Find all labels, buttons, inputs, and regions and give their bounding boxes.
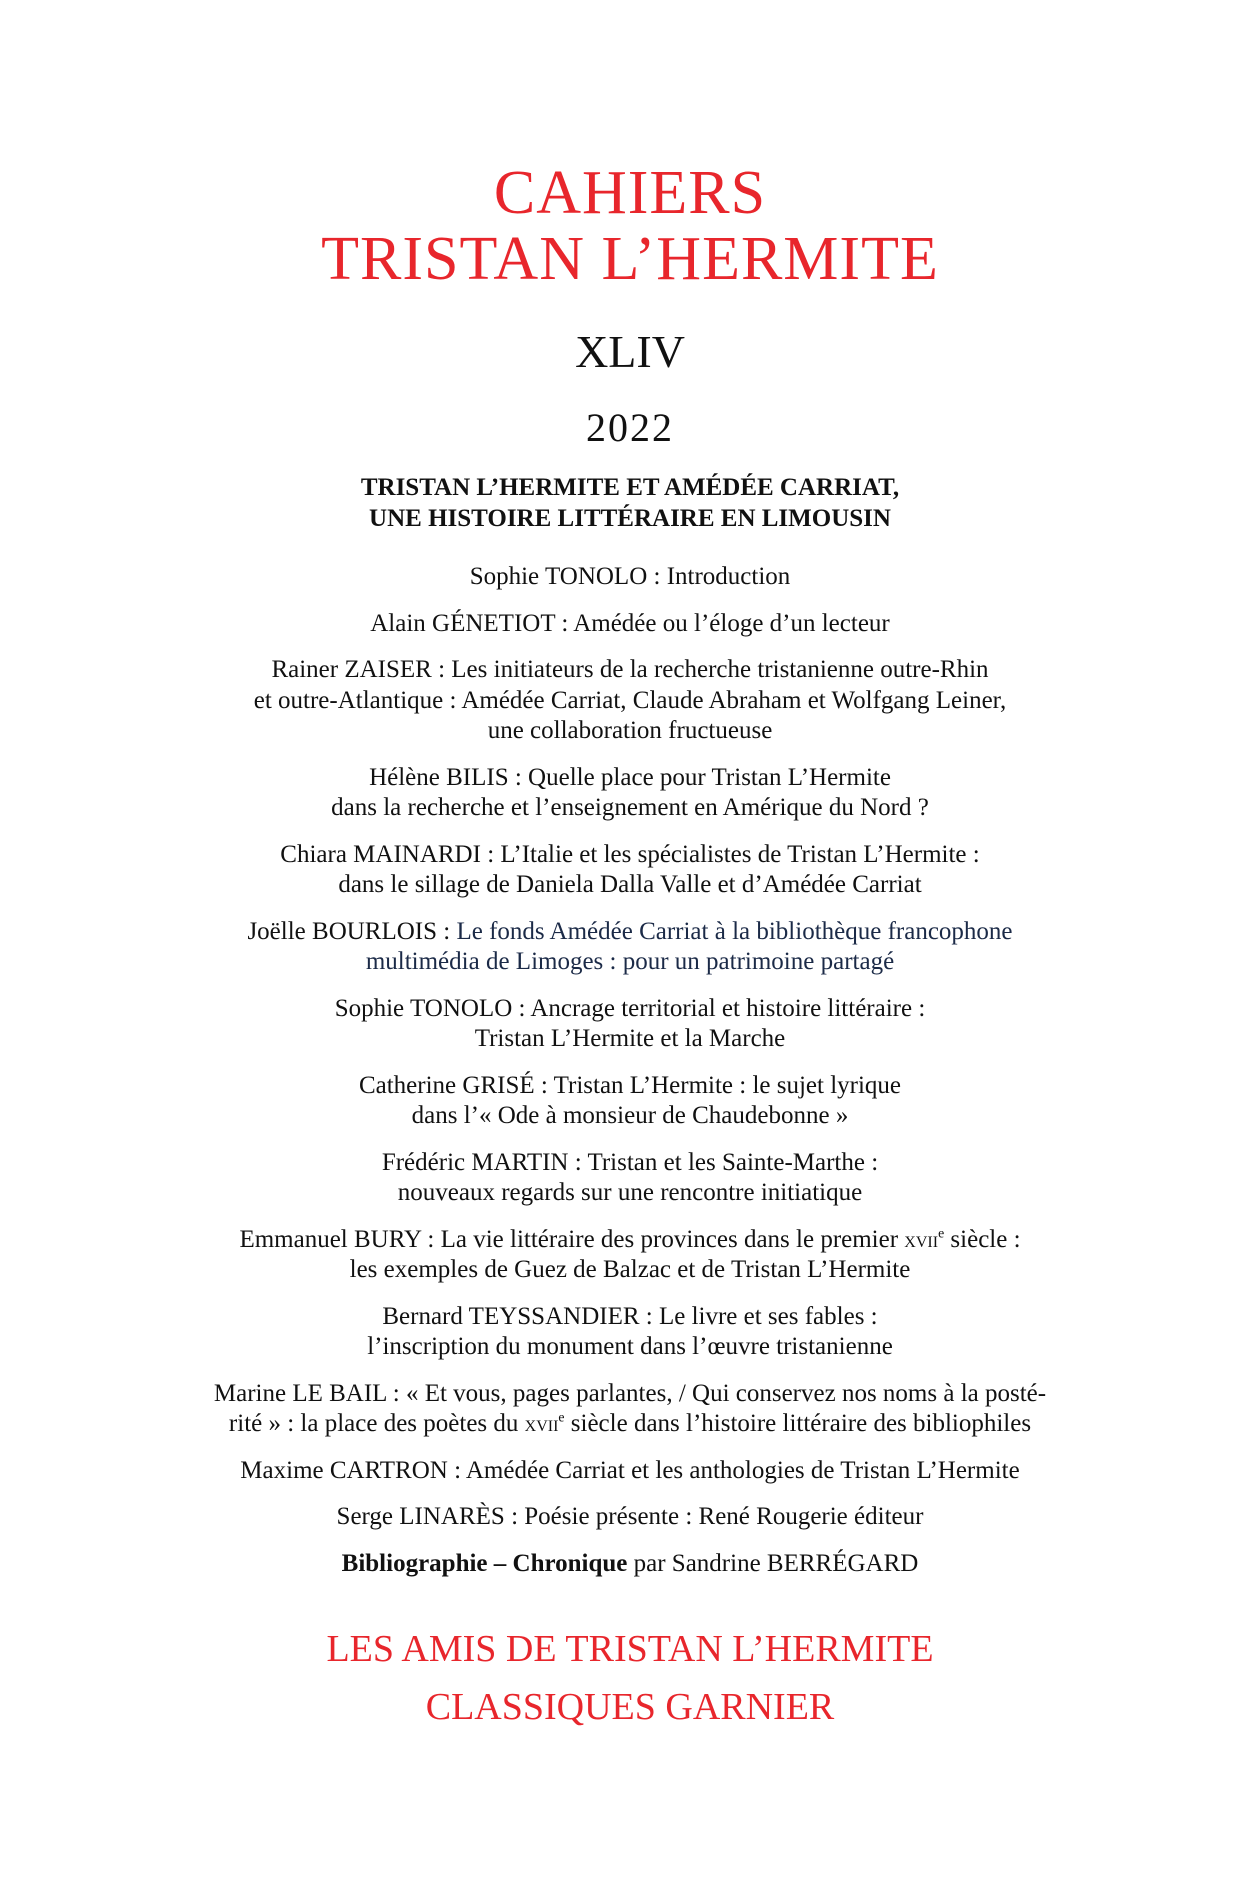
toc-entry (0, 655, 1260, 747)
toc-line (0, 947, 1260, 978)
volume-number: XLIV (575, 326, 685, 377)
toc-entry (0, 994, 1260, 1055)
toc-line: une collaboration fructueuse (487, 717, 773, 744)
toc-line: Frédéric MARTIN : Tristan et les Sainte-Marthe : (381, 1148, 879, 1176)
publisher-name: CLASSIQUES GARNIER (425, 1686, 835, 1728)
toc-line (0, 1409, 1260, 1440)
toc-text: par Sandrine BERRÉGARD (627, 1549, 919, 1577)
toc-entry (0, 1379, 1260, 1440)
toc-entry (0, 1456, 1260, 1487)
journal-title (0, 160, 1260, 292)
table-of-contents (0, 562, 1260, 1595)
toc-entry (0, 917, 1260, 978)
century-superscript: e (558, 1409, 565, 1425)
toc-entry (0, 1148, 1260, 1209)
toc-line: Marine LE BAIL : « Et vous, pages parlantes, / Qui conservez nos noms à la posté- (213, 1379, 1047, 1407)
toc-line: Maxime CARTRON : Amédée Carriat et les anthologies de Tristan L’Hermite (240, 1456, 1020, 1484)
toc-entry (0, 1549, 1260, 1580)
toc-text: siècle dans l’histoire littéraire des bibliophiles (564, 1410, 1032, 1437)
toc-line: Hélène BILIS : Quelle place pour Tristan L’Hermite (369, 763, 891, 791)
toc-line: Tristan L’Hermite et la Marche (474, 1025, 786, 1052)
century-numeral: xvii (524, 1411, 559, 1436)
toc-entry (0, 1502, 1260, 1533)
publication-year: 2022 (586, 405, 674, 450)
toc-line (0, 917, 1260, 948)
toc-line: dans le sillage de Daniela Dalla Valle et d’Amédée Carriat (338, 871, 922, 898)
toc-entry (0, 562, 1260, 593)
bibliography-heading: Bibliographie – Chronique (341, 1549, 628, 1577)
toc-entry (0, 1225, 1260, 1286)
society-name: LES AMIS DE TRISTAN L’HERMITE (326, 1628, 934, 1670)
toc-line: Chiara MAINARDI : L’Italie et les spécialistes de Tristan L’Hermite : (280, 840, 980, 868)
toc-author: Joëlle BOURLOIS : (247, 917, 457, 945)
toc-line: dans la recherche et l’enseignement en Amérique du Nord ? (331, 794, 929, 821)
title-line-1: CAHIERS (493, 159, 767, 227)
toc-line: nouveaux regards sur une rencontre initiatique (397, 1179, 863, 1206)
toc-line: Sophie TONOLO : Introduction (469, 563, 791, 590)
toc-text: rité » : la place des poètes du (228, 1410, 525, 1437)
toc-line: Alain GÉNETIOT : Amédée ou l’éloge d’un lecteur (370, 609, 890, 637)
title-line-2: TRISTAN L’HERMITE (321, 225, 939, 293)
toc-line: Rainer ZAISER : Les initiateurs de la recherche tristanienne outre-Rhin (271, 656, 989, 683)
theme-line-1: TRISTAN L’HERMITE ET AMÉDÉE CARRIAT, (360, 474, 900, 501)
issue-theme (0, 472, 1260, 534)
century-superscript: e (938, 1225, 945, 1241)
toc-line: Serge LINARÈS : Poésie présente : René Rougerie éditeur (336, 1503, 924, 1530)
toc-entry (0, 609, 1260, 640)
toc-line: les exemples de Guez de Balzac et de Tristan L’Hermite (349, 1256, 911, 1283)
toc-line: l’inscription du monument dans l’œuvre tristanienne (367, 1333, 893, 1360)
toc-line: Bernard TEYSSANDIER : Le livre et ses fables : (382, 1302, 878, 1330)
toc-entry (0, 1071, 1260, 1132)
toc-title: Le fonds Amédée Carriat à la bibliothèque francophone (456, 917, 1013, 945)
century-numeral: xvii (904, 1226, 939, 1252)
publisher-block (0, 1620, 1260, 1736)
toc-line: et outre-Atlantique : Amédée Carriat, Claude Abraham et Wolfgang Leiner, (253, 686, 1007, 714)
toc-line: Catherine GRISÉ : Tristan L’Hermite : le sujet lyrique (358, 1071, 902, 1099)
toc-text: siècle : (944, 1225, 1021, 1253)
toc-text: Emmanuel BURY : La vie littéraire des provinces dans le premier (239, 1225, 905, 1253)
theme-line-2: UNE HISTOIRE LITTÉRAIRE EN LIMOUSIN (369, 505, 891, 532)
toc-entry (0, 840, 1260, 901)
toc-line (0, 1225, 1260, 1256)
toc-entry (0, 763, 1260, 824)
toc-line: Sophie TONOLO : Ancrage territorial et histoire littéraire : (334, 994, 926, 1022)
toc-entry (0, 1302, 1260, 1363)
toc-line: dans l’« Ode à monsieur de Chaudebonne » (411, 1102, 849, 1129)
toc-line (0, 1549, 1260, 1580)
toc-title: multimédia de Limoges : pour un patrimoine partagé (365, 948, 895, 975)
